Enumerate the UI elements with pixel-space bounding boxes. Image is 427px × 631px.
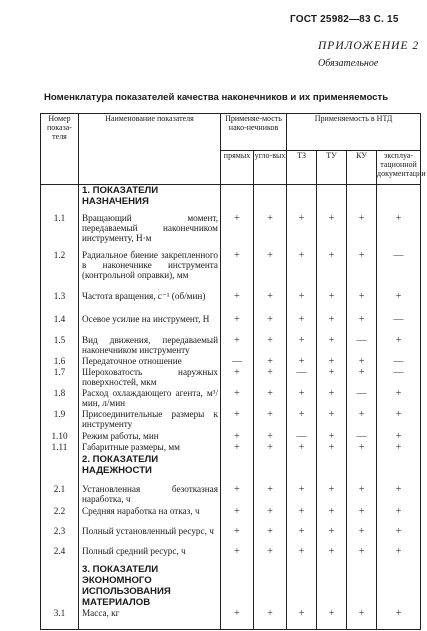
applicability-cell: + — [254, 526, 287, 546]
applicability-cell: — — [221, 356, 254, 367]
applicability-cell — [254, 185, 287, 213]
applicability-cell: + — [254, 546, 287, 564]
applicability-cell: + — [317, 608, 347, 630]
applicability-cell: + — [254, 409, 287, 431]
applicability-cell — [287, 564, 317, 608]
table-row — [41, 367, 421, 388]
applicability-cell: + — [347, 506, 377, 526]
table-row — [41, 526, 421, 546]
applicability-cell: + — [377, 546, 421, 564]
table-body — [41, 185, 421, 630]
applicability-cell: + — [377, 213, 421, 250]
indicator-name: Расход охлаждающего агента, м³/мин, л/мин — [79, 388, 221, 409]
applicability-cell: + — [317, 546, 347, 564]
applicability-cell: — — [377, 314, 421, 335]
applicability-cell: + — [221, 546, 254, 564]
section-heading: 1. ПОКАЗАТЕЛИ НАЗНАЧЕНИЯ — [79, 185, 221, 213]
applicability-cell: + — [317, 314, 347, 335]
row-number: 1.2 — [41, 250, 79, 291]
applicability-cell: + — [287, 546, 317, 564]
row-number: 2.1 — [41, 484, 79, 506]
applicability-cell: + — [377, 431, 421, 442]
applicability-cell — [377, 185, 421, 213]
applicability-cell: + — [221, 335, 254, 356]
header-straight: прямых — [221, 151, 254, 185]
applicability-cell: + — [221, 250, 254, 291]
section-row — [41, 185, 421, 213]
applicability-cell — [317, 454, 347, 484]
table-row — [41, 546, 421, 564]
header-indicator-name: Наименование показателя — [79, 114, 221, 185]
indicator-name: Средняя наработка на отказ, ч — [79, 506, 221, 526]
indicator-name: Вид движения, передаваемый наконечником инструменту — [79, 335, 221, 356]
applicability-cell — [347, 185, 377, 213]
applicability-cell: + — [377, 335, 421, 356]
appendix-title: ПРИЛОЖЕНИЕ 2 — [318, 40, 420, 52]
applicability-cell: — — [347, 388, 377, 409]
applicability-cell: + — [347, 546, 377, 564]
applicability-cell: + — [347, 213, 377, 250]
row-number — [41, 185, 79, 213]
applicability-cell: + — [377, 526, 421, 546]
applicability-cell: + — [347, 291, 377, 314]
table-row — [41, 608, 421, 630]
indicator-name: Установленная безотказная наработка, ч — [79, 484, 221, 506]
applicability-cell: + — [221, 291, 254, 314]
header-ntd-applicability: Применяемость в НТД — [287, 114, 421, 151]
row-number: 2.2 — [41, 506, 79, 526]
indicator-name: Полный установленный ресурс, ч — [79, 526, 221, 546]
row-number: 1.8 — [41, 388, 79, 409]
section-heading: 2. ПОКАЗАТЕЛИ НАДЕЖНОСТИ — [79, 454, 221, 484]
applicability-cell: + — [287, 250, 317, 291]
table-row — [41, 506, 421, 526]
applicability-cell: + — [221, 213, 254, 250]
applicability-cell: + — [221, 442, 254, 454]
applicability-cell: + — [254, 367, 287, 388]
applicability-cell: — — [377, 356, 421, 367]
applicability-cell: + — [347, 367, 377, 388]
applicability-cell: + — [254, 356, 287, 367]
applicability-cell — [317, 185, 347, 213]
applicability-cell: + — [221, 526, 254, 546]
row-number: 3.1 — [41, 608, 79, 630]
row-number: 2.4 — [41, 546, 79, 564]
section-row — [41, 454, 421, 484]
indicator-name: Передаточное отношение — [79, 356, 221, 367]
applicability-cell: + — [287, 506, 317, 526]
applicability-cell: + — [347, 356, 377, 367]
row-number: 1.4 — [41, 314, 79, 335]
applicability-cell — [347, 564, 377, 608]
applicability-cell: + — [347, 409, 377, 431]
applicability-cell: + — [287, 291, 317, 314]
table-row — [41, 314, 421, 335]
applicability-cell: + — [347, 526, 377, 546]
applicability-cell: + — [317, 213, 347, 250]
applicability-cell: + — [287, 356, 317, 367]
applicability-cell: + — [254, 388, 287, 409]
document-code: ГОСТ 25982—83 С. 15 — [290, 14, 399, 25]
applicability-cell: + — [347, 442, 377, 454]
applicability-cell — [377, 564, 421, 608]
indicator-name: Масса, кг — [79, 608, 221, 630]
row-number: 1.10 — [41, 431, 79, 442]
table-title: Номенклатура показателей качества наконечников и их применяемость — [44, 92, 389, 103]
applicability-cell: + — [287, 409, 317, 431]
header-number: Номер показа-теля — [41, 114, 79, 185]
quality-indicators-table — [40, 113, 426, 630]
applicability-cell: + — [377, 409, 421, 431]
section-row — [41, 564, 421, 608]
applicability-cell — [254, 564, 287, 608]
applicability-cell: + — [254, 291, 287, 314]
table-row — [41, 250, 421, 291]
applicability-cell: + — [287, 526, 317, 546]
applicability-cell: + — [254, 213, 287, 250]
applicability-cell: + — [221, 314, 254, 335]
applicability-cell: + — [221, 608, 254, 630]
indicator-name: Частота вращения, с⁻¹ (об/мин) — [79, 291, 221, 314]
header-tip-applicability: Применяе-мость нако-нечников — [221, 114, 287, 151]
applicability-cell: + — [287, 213, 317, 250]
applicability-cell — [287, 185, 317, 213]
applicability-cell: + — [287, 608, 317, 630]
applicability-cell: — — [287, 367, 317, 388]
row-number — [41, 454, 79, 484]
applicability-cell: + — [377, 442, 421, 454]
applicability-cell: + — [317, 335, 347, 356]
applicability-cell — [221, 564, 254, 608]
applicability-cell: — — [377, 367, 421, 388]
table-row — [41, 388, 421, 409]
applicability-cell: + — [287, 442, 317, 454]
applicability-cell: + — [254, 484, 287, 506]
section-heading: 3. ПОКАЗАТЕЛИ ЭКОНОМНОГО ИСПОЛЬЗОВАНИЯ МАТЕРИАЛОВ — [79, 564, 221, 608]
table-row — [41, 213, 421, 250]
applicability-cell: — — [377, 250, 421, 291]
applicability-cell: + — [254, 431, 287, 442]
applicability-cell: + — [254, 608, 287, 630]
applicability-cell: + — [221, 367, 254, 388]
applicability-cell: + — [347, 250, 377, 291]
indicator-name: Радиальное биение закрепленного в наконечнике инструмента (контрольной оправки), мм — [79, 250, 221, 291]
row-number: 1.11 — [41, 442, 79, 454]
applicability-cell: + — [254, 442, 287, 454]
applicability-cell: + — [287, 388, 317, 409]
applicability-cell: + — [317, 367, 347, 388]
applicability-cell: + — [317, 506, 347, 526]
applicability-cell: + — [347, 314, 377, 335]
applicability-cell: + — [254, 314, 287, 335]
appendix-subtitle: Обязательное — [318, 58, 379, 69]
header-exp-doc: эксплуа-тационной документации — [377, 151, 421, 185]
table-row — [41, 442, 421, 454]
applicability-cell: + — [221, 506, 254, 526]
table-row — [41, 484, 421, 506]
table-row — [41, 431, 421, 442]
indicator-name: Шероховатость наружных поверхностей, мкм — [79, 367, 221, 388]
applicability-cell: + — [317, 442, 347, 454]
row-number: 1.1 — [41, 213, 79, 250]
applicability-cell: + — [317, 409, 347, 431]
applicability-cell: + — [377, 388, 421, 409]
applicability-cell: — — [347, 335, 377, 356]
applicability-cell: + — [254, 506, 287, 526]
indicator-name: Режим работы, мин — [79, 431, 221, 442]
applicability-cell: + — [347, 608, 377, 630]
table-row — [41, 335, 421, 356]
applicability-cell: + — [287, 314, 317, 335]
applicability-cell — [317, 564, 347, 608]
table-row — [41, 356, 421, 367]
header-tz: ТЗ — [287, 151, 317, 185]
indicator-name: Полный средний ресурс, ч — [79, 546, 221, 564]
header-tu: ТУ — [317, 151, 347, 185]
row-number: 1.9 — [41, 409, 79, 431]
applicability-cell: + — [317, 250, 347, 291]
row-number: 1.6 — [41, 356, 79, 367]
applicability-cell: + — [254, 250, 287, 291]
header-ku: КУ — [347, 151, 377, 185]
indicator-name: Габаритные размеры, мм — [79, 442, 221, 454]
applicability-cell: — — [287, 431, 317, 442]
applicability-cell: + — [317, 291, 347, 314]
applicability-cell: + — [317, 388, 347, 409]
indicator-name: Осевое усилие на инструмент, Н — [79, 314, 221, 335]
applicability-cell: + — [221, 409, 254, 431]
applicability-cell — [377, 454, 421, 484]
applicability-cell: + — [317, 356, 347, 367]
applicability-cell: + — [377, 484, 421, 506]
indicator-name: Присоединительные размеры к инструменту — [79, 409, 221, 431]
applicability-cell: + — [377, 506, 421, 526]
applicability-cell: + — [317, 431, 347, 442]
row-number: 1.5 — [41, 335, 79, 356]
applicability-cell: + — [317, 526, 347, 546]
applicability-cell: + — [221, 484, 254, 506]
applicability-cell: — — [347, 431, 377, 442]
table-row — [41, 291, 421, 314]
applicability-cell — [287, 454, 317, 484]
applicability-cell: + — [221, 388, 254, 409]
applicability-cell: + — [221, 431, 254, 442]
applicability-cell: + — [377, 291, 421, 314]
applicability-cell: + — [254, 335, 287, 356]
row-number: 1.7 — [41, 367, 79, 388]
applicability-cell — [347, 454, 377, 484]
row-number — [41, 564, 79, 608]
applicability-cell: + — [317, 484, 347, 506]
row-number: 2.3 — [41, 526, 79, 546]
applicability-cell: + — [377, 608, 421, 630]
applicability-cell: + — [287, 335, 317, 356]
applicability-cell — [221, 454, 254, 484]
applicability-cell — [254, 454, 287, 484]
applicability-cell — [221, 185, 254, 213]
applicability-cell: + — [287, 484, 317, 506]
table-row — [41, 409, 421, 431]
header-angled: угло-вых — [254, 151, 287, 185]
row-number: 1.3 — [41, 291, 79, 314]
indicator-name: Вращающий момент, передаваемый наконечником инструменту, Н·м — [79, 213, 221, 250]
applicability-cell: + — [347, 484, 377, 506]
